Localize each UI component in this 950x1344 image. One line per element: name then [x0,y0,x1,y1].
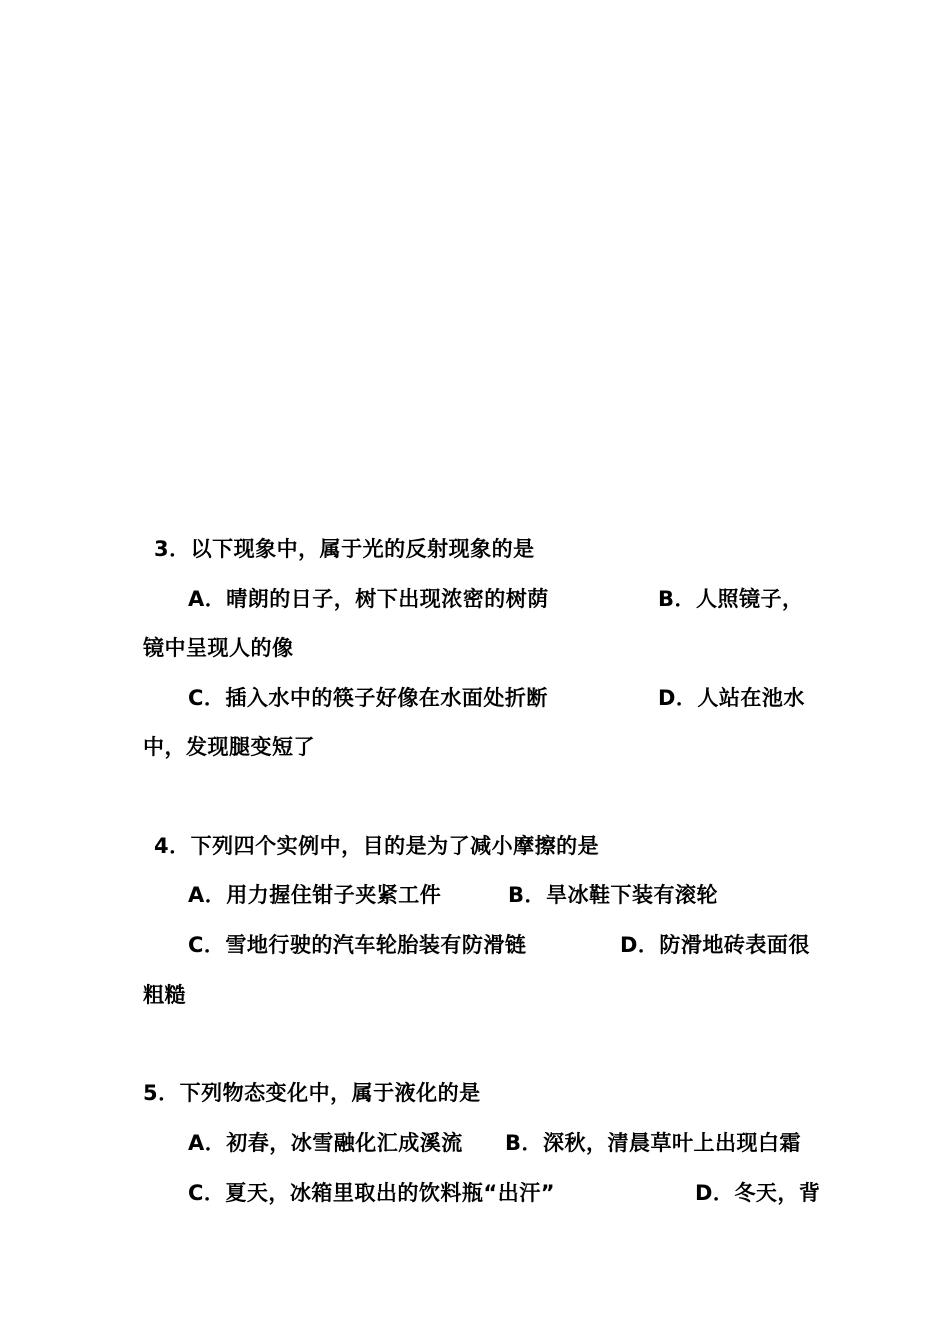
question-5-option-c: C．夏天，冰箱里取出的饮料瓶“出汗” [188,1181,556,1205]
question-5-option-d: D．冬天，背 [695,1181,821,1205]
question-3-option-b-continued: 镜中呈现人的像 [143,636,294,660]
question-5-option-b: B．深秋，清晨草叶上出现白霜 [505,1131,802,1155]
question-4-stem: 4．下列四个实例中，目的是为了减小摩擦的是 [154,834,600,858]
question-4-option-d: D．防滑地砖表面很 [620,933,810,957]
question-3-option-a: A．晴朗的日子，树下出现浓密的树荫 [188,587,549,611]
question-5-option-a: A．初春，冰雪融化汇成溪流 [188,1131,463,1155]
question-4-option-c: C．雪地行驶的汽车轮胎装有防滑链 [188,933,527,957]
question-3-option-c: C．插入水中的筷子好像在水面处折断 [188,686,548,710]
question-4-option-d-continued: 粗糙 [143,983,186,1007]
question-3-option-b: B．人照镜子， [658,587,804,611]
question-3-option-d: D．人站在池水 [658,686,805,710]
question-3-stem: 3．以下现象中，属于光的反射现象的是 [154,537,535,561]
question-3-option-d-continued: 中，发现腿变短了 [143,735,315,759]
question-5-stem: 5．下列物态变化中，属于液化的是 [143,1081,481,1105]
question-4-option-a: A．用力握住钳子夹紧工件 [188,883,442,907]
question-4-option-b: B．旱冰鞋下装有滚轮 [508,883,719,907]
